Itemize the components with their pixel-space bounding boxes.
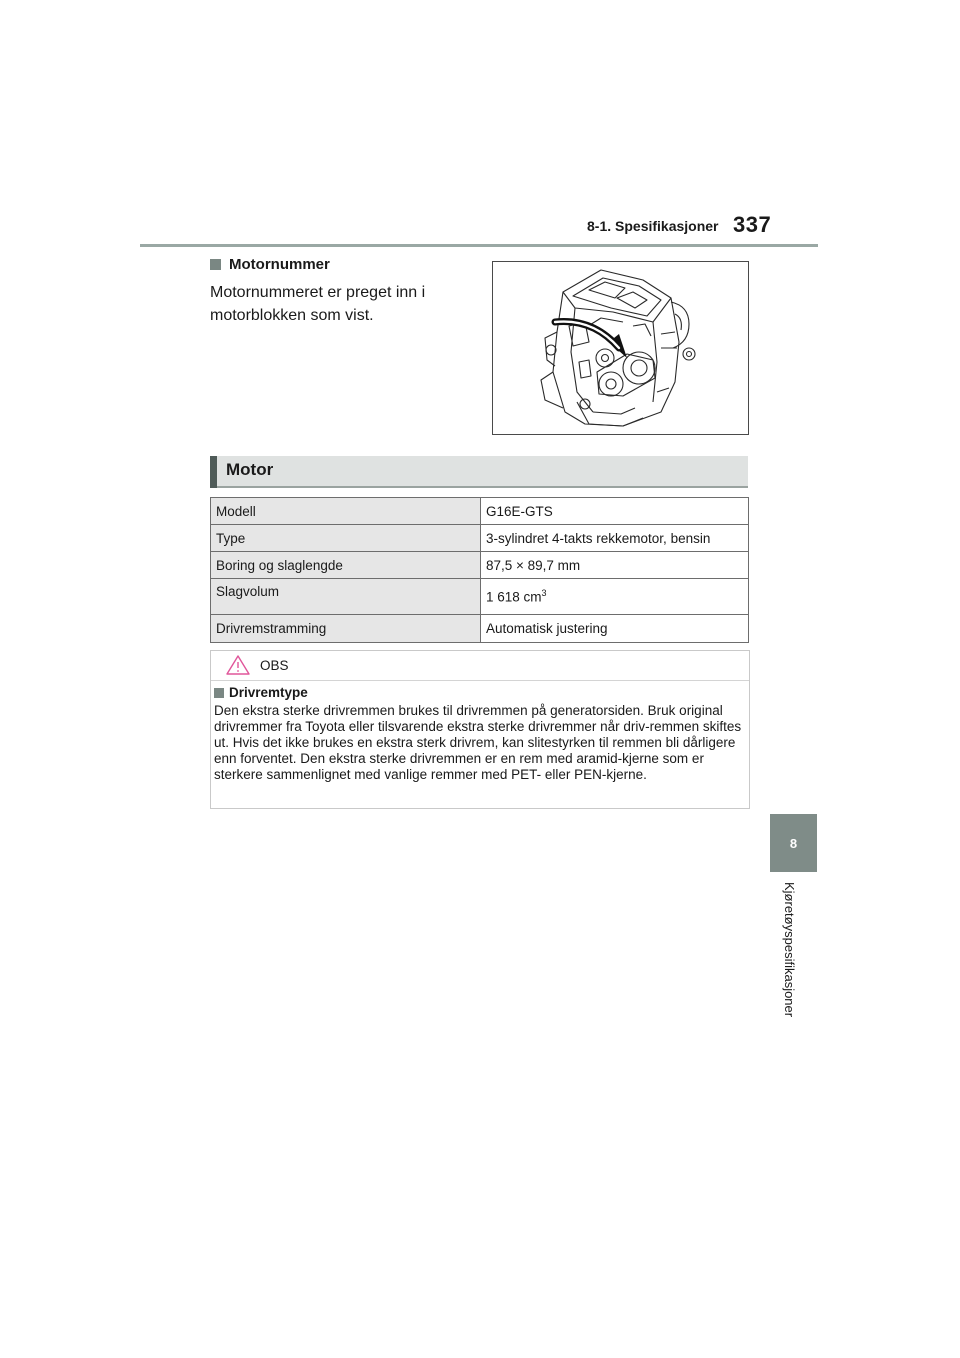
caution-text: Den ekstra sterke drivremmen brukes til drivremmen på generatorsiden. Bruk original drivremmer fra Toyota eller tilsvarende ekstra sterke drivremmer når driv-remmen skiftes ut. Hvis det ikke brukes en ekstra sterk drivrem, kan slitestyrken til remmen bli dårligere enn forventet. Den ekstra sterke drivremmen er en rem med aramid-kjerne som er sterkere sammenlignet med vanlige remmer med PET- eller PEN-kjerne. xyxy=(214,703,742,782)
table-row xyxy=(211,552,749,579)
section-accent xyxy=(210,456,217,488)
spec-key: Drivremstramming xyxy=(211,615,481,643)
chapter-number: 8 xyxy=(789,836,798,851)
square-bullet-icon xyxy=(210,259,221,270)
spec-key: Boring og slaglengde xyxy=(211,552,481,579)
spec-value-cell xyxy=(481,579,749,615)
header-divider xyxy=(140,244,818,247)
engine-number-heading-text: Motornummer xyxy=(229,256,330,273)
caution-heading xyxy=(214,685,308,700)
table-row xyxy=(211,615,749,643)
table-row xyxy=(211,525,749,552)
square-bullet-icon xyxy=(214,688,224,698)
engine-number-heading xyxy=(210,256,330,273)
section-title: 8-1. Spesifikasjoner xyxy=(587,218,719,234)
spec-value: 3-sylindret 4-takts rekkemotor, bensin xyxy=(481,525,749,552)
chapter-tab[interactable] xyxy=(770,814,817,872)
spec-key: Modell xyxy=(211,498,481,525)
spec-key: Type xyxy=(211,525,481,552)
spec-value: 1 618 cm xyxy=(486,589,542,605)
table-row xyxy=(211,498,749,525)
engine-number-text: Motornummeret er preget inn i motorblokken som vist. xyxy=(210,284,426,324)
caution-label: OBS xyxy=(260,658,289,673)
page-number: 337 xyxy=(733,212,772,237)
caution-header xyxy=(211,651,749,681)
unit-superscript: 3 xyxy=(541,588,547,599)
motor-section-header xyxy=(210,456,748,488)
table-row xyxy=(211,579,749,615)
caution-box xyxy=(210,650,750,809)
spec-value: G16E-GTS xyxy=(481,498,749,525)
engine-illustration xyxy=(492,261,749,435)
warning-triangle-icon xyxy=(225,654,251,681)
spec-key: Slagvolum xyxy=(211,579,481,615)
motor-section-title: Motor xyxy=(226,460,274,479)
spec-value: 87,5 × 89,7 mm xyxy=(481,552,749,579)
motor-spec-table xyxy=(210,497,749,643)
caution-heading-text: Drivremtype xyxy=(229,685,308,700)
spec-value: Automatisk justering xyxy=(481,615,749,643)
chapter-label: Kjøretøyspesifikasjoner xyxy=(782,882,797,1018)
